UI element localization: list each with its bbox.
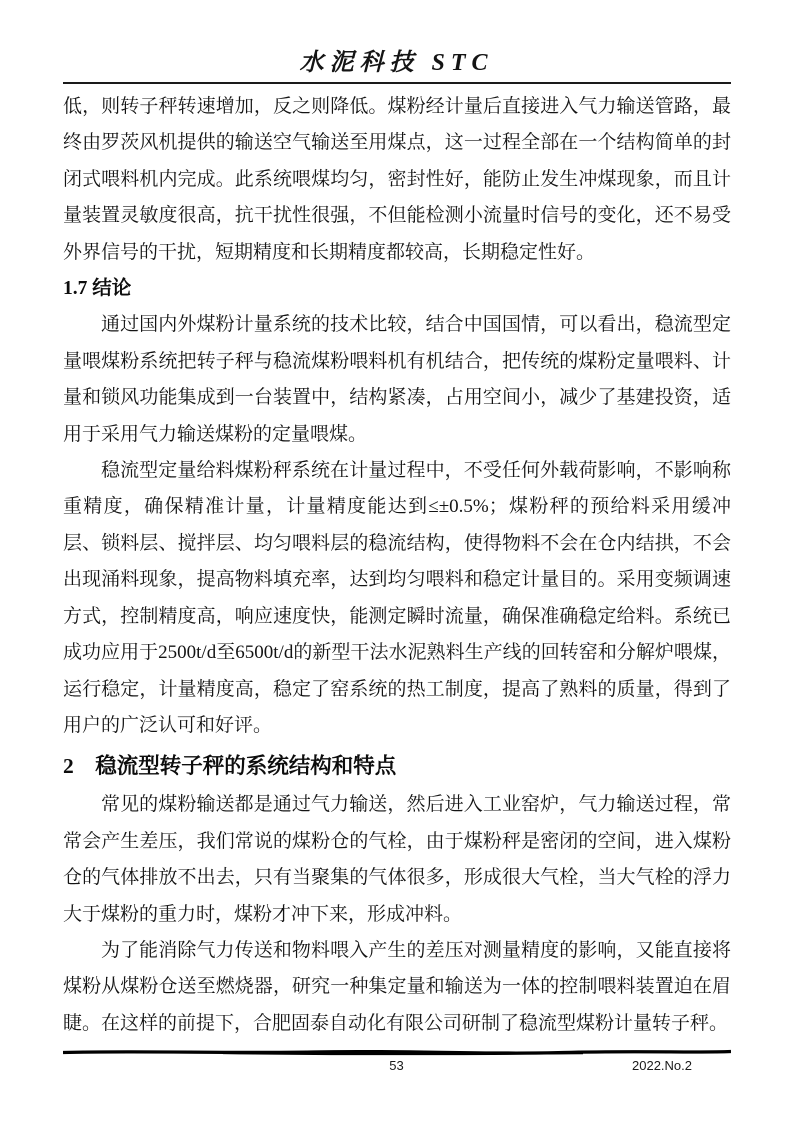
issue-label: 2022.No.2 [632,1058,692,1073]
paragraph-continuation: 低，则转子秤转速增加，反之则降低。煤粉经计量后直接进入气力输送管路，最终由罗茨风机提供的输送空气输送至用煤点，这一过程全部在一个结构简单的封闭式喂料机内完成。此系统喂煤均匀，密封性好，能防止发生冲煤现象，而且计量装置灵敏度很高，抗干扰性很强，不但能检测小流量时信号的变化，还不易受外界信号的干扰，短期精度和长期精度都较高，长期稳定性好。 [63,96,731,263]
footer-rule [63,1048,731,1056]
paragraph-section2-2: 为了能消除气力传送和物料喂入产生的差压对测量精度的影响，又能直接将煤粉从煤粉仓送至燃烧器，研究一种集定量和输送为一体的控制喂料装置迫在眉睫。在这样的前提下，合肥固泰自动化有限公司研制了稳流型煤粉计量转子秤。 [63,939,731,1034]
paragraph-section2-1: 常见的煤粉输送都是通过气力输送，然后进入工业窑炉，气力输送过程，常常会产生差压，我们常说的煤粉仓的气栓，由于煤粉秤是密闭的空间，进入煤粉仓的气体排放不出去，只有当聚集的气体很多，形成很大气栓，当大气栓的浮力大于煤粉的重力时，煤粉才冲下来，形成冲料。 [63,794,731,925]
page-number: 53 [389,1058,404,1073]
journal-title: 水泥科技 STC [299,50,494,76]
paragraph-conclusion-2: 稳流型定量给料煤粉秤系统在计量过程中，不受任何外载荷影响，不影响称重精度，确保精准计量，计量精度能达到≤±0.5%；煤粉秤的预给料采用缓冲层、锁料层、搅拌层、均匀喂料层的稳流结构，使得物料不会在仓内结拱，不会出现涌料现象，提高物料填充率，达到均匀喂料和稳定计量目的。采用变频调速方式，控制精度高，响应速度快，能测定瞬时流量，确保准确稳定给料。系统已成功应用于2500t/d至6500t/d的新型干法水泥熟料生产线的回转窑和分解炉喂煤，运行稳定，计量精度高，稳定了窑系统的热工制度，提高了熟料的质量，得到了用户的广泛认可和好评。 [63,460,731,736]
paragraph-conclusion-1: 通过国内外煤粉计量系统的技术比较，结合中国国情，可以看出，稳流型定量喂煤粉系统把转子秤与稳流煤粉喂料机有机结合，把传统的煤粉定量喂料、计量和锁风功能集成到一台装置中，结构紧凑，占用空间小，减少了基建投资，适用于采用气力输送煤粉的定量喂煤。 [63,314,731,445]
section-heading-1-7: 1.7 结论 [63,278,132,300]
section-heading-2: 2 稳流型转子秤的系统结构和特点 [63,754,397,779]
header-rule [63,82,731,84]
document-body [63,89,731,1042]
